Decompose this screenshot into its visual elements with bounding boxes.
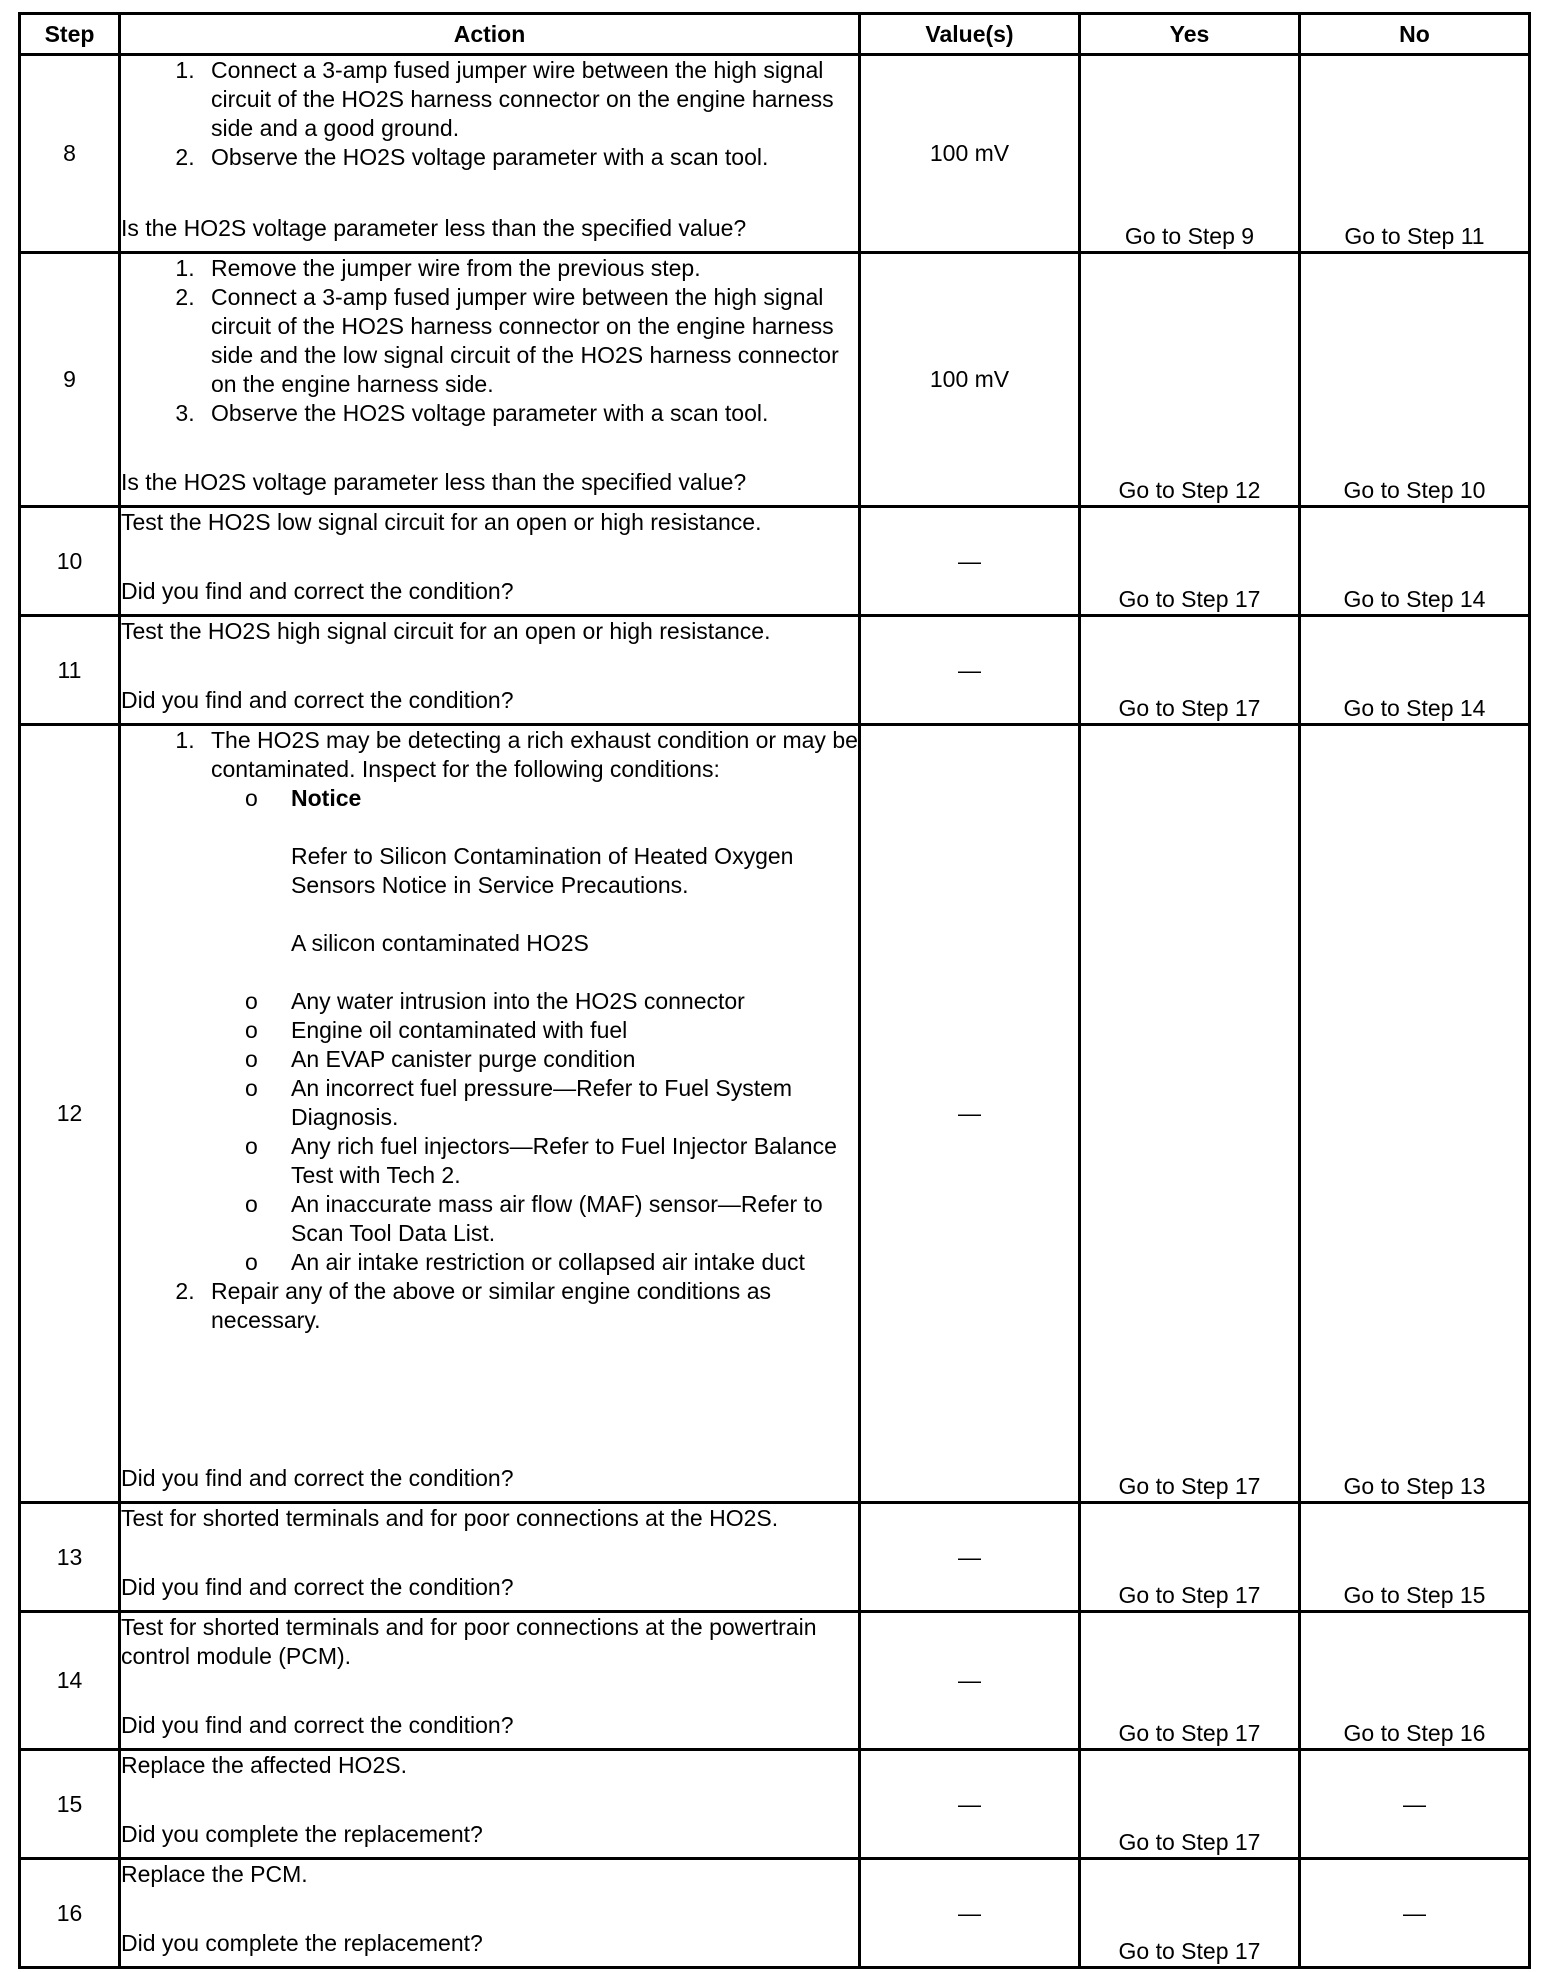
action-question: Is the HO2S voltage parameter less than the specified value? bbox=[121, 469, 747, 495]
action-question: Did you find and correct the condition? bbox=[121, 1574, 514, 1600]
step-number: 10 bbox=[20, 507, 120, 616]
action-cell bbox=[120, 1750, 860, 1859]
action-question: Is the HO2S voltage parameter less than the specified value? bbox=[121, 215, 747, 241]
no-cell: Go to Step 14 bbox=[1300, 507, 1530, 616]
action-text: Test for shorted terminals and for poor connections at the HO2S. bbox=[121, 1505, 779, 1531]
step-number: 11 bbox=[20, 616, 120, 725]
action-cell bbox=[120, 1859, 860, 1968]
notice-text: Refer to Silicon Contamination of Heated Oxygen Sensors Notice in Service Precautions. bbox=[291, 843, 794, 898]
action-step: 2. Connect a 3-amp fused jumper wire between the high signal circuit of the HO2S harness connector on the engine harness side and the low signal circuit of the HO2S harness connector on the engine harness side. bbox=[201, 283, 858, 399]
value-cell: — bbox=[860, 1750, 1080, 1859]
no-cell: Go to Step 15 bbox=[1300, 1503, 1530, 1612]
step-number: 16 bbox=[20, 1859, 120, 1968]
value-cell: — bbox=[860, 1503, 1080, 1612]
condition-item: o Any water intrusion into the HO2S connector bbox=[291, 987, 858, 1016]
action-cell bbox=[120, 55, 860, 253]
action-text: Replace the affected HO2S. bbox=[121, 1752, 407, 1778]
condition-item: o Any rich fuel injectors—Refer to Fuel Injector Balance Test with Tech 2. bbox=[291, 1132, 858, 1190]
no-cell: Go to Step 16 bbox=[1300, 1612, 1530, 1750]
action-text: Test for shorted terminals and for poor connections at the powertrain control module (PCM). bbox=[121, 1614, 817, 1669]
action-question: Did you find and correct the condition? bbox=[121, 1465, 514, 1491]
step-number: 15 bbox=[20, 1750, 120, 1859]
value-cell: — bbox=[860, 1859, 1080, 1968]
condition-item: o An inaccurate mass air flow (MAF) sensor—Refer to Scan Tool Data List. bbox=[291, 1190, 858, 1248]
header-no: No bbox=[1300, 14, 1530, 55]
no-cell: — bbox=[1300, 1750, 1530, 1859]
step-number: 8 bbox=[20, 55, 120, 253]
yes-cell: Go to Step 17 bbox=[1080, 1750, 1300, 1859]
no-cell: Go to Step 10 bbox=[1300, 253, 1530, 507]
value-cell: — bbox=[860, 616, 1080, 725]
action-text: Test the HO2S low signal circuit for an open or high resistance. bbox=[121, 509, 762, 535]
action-question: Did you complete the replacement? bbox=[121, 1930, 483, 1956]
yes-cell: Go to Step 17 bbox=[1080, 616, 1300, 725]
action-question: Did you find and correct the condition? bbox=[121, 687, 514, 713]
action-steps bbox=[121, 254, 858, 428]
table-row bbox=[20, 1503, 1530, 1612]
header-yes: Yes bbox=[1080, 14, 1300, 55]
table-row bbox=[20, 1750, 1530, 1859]
header-step: Step bbox=[20, 14, 120, 55]
table-row bbox=[20, 725, 1530, 1503]
value-cell: 100 mV bbox=[860, 253, 1080, 507]
action-cell bbox=[120, 1503, 860, 1612]
yes-cell: Go to Step 17 bbox=[1080, 1503, 1300, 1612]
action-question: Did you find and correct the condition? bbox=[121, 1712, 514, 1738]
notice-item bbox=[291, 784, 858, 958]
table-row bbox=[20, 1859, 1530, 1968]
condition-item: o Engine oil contaminated with fuel bbox=[291, 1016, 858, 1045]
action-cell bbox=[120, 1612, 860, 1750]
action-text: Test the HO2S high signal circuit for an open or high resistance. bbox=[121, 618, 771, 644]
value-cell: — bbox=[860, 725, 1080, 1503]
table-row bbox=[20, 253, 1530, 507]
action-text: Replace the PCM. bbox=[121, 1861, 308, 1887]
action-cell bbox=[120, 507, 860, 616]
value-cell: — bbox=[860, 1612, 1080, 1750]
step-number: 12 bbox=[20, 725, 120, 1503]
no-cell: Go to Step 13 bbox=[1300, 725, 1530, 1503]
action-steps bbox=[121, 56, 858, 172]
action-step: 1. Connect a 3-amp fused jumper wire between the high signal circuit of the HO2S harness connector on the engine harness side and a good ground. bbox=[201, 56, 858, 143]
action-question: Did you complete the replacement? bbox=[121, 1821, 483, 1847]
no-cell: — bbox=[1300, 1859, 1530, 1968]
table-row bbox=[20, 55, 1530, 253]
value-cell: 100 mV bbox=[860, 55, 1080, 253]
condition-item: o An incorrect fuel pressure—Refer to Fuel System Diagnosis. bbox=[291, 1074, 858, 1132]
yes-cell: Go to Step 17 bbox=[1080, 1859, 1300, 1968]
no-cell: Go to Step 11 bbox=[1300, 55, 1530, 253]
action-cell bbox=[120, 616, 860, 725]
action-step: 2. Repair any of the above or similar engine conditions as necessary. bbox=[201, 1277, 858, 1335]
notice-title: o Notice bbox=[291, 785, 362, 811]
action-step: 1. Remove the jumper wire from the previous step. bbox=[201, 254, 858, 283]
action-question: Did you find and correct the condition? bbox=[121, 578, 514, 604]
diagnostic-table bbox=[18, 12, 1531, 1969]
yes-cell: Go to Step 9 bbox=[1080, 55, 1300, 253]
condition-item: o An air intake restriction or collapsed air intake duct bbox=[291, 1248, 858, 1277]
condition-item: o An EVAP canister purge condition bbox=[291, 1045, 858, 1074]
action-step bbox=[201, 726, 858, 1277]
step-number: 14 bbox=[20, 1612, 120, 1750]
header-action: Action bbox=[120, 14, 860, 55]
value-cell: — bbox=[860, 507, 1080, 616]
action-steps bbox=[121, 726, 858, 1335]
action-step: 3. Observe the HO2S voltage parameter with a scan tool. bbox=[201, 399, 858, 428]
notice-extra: A silicon contaminated HO2S bbox=[291, 930, 589, 956]
action-cell bbox=[120, 253, 860, 507]
no-cell: Go to Step 14 bbox=[1300, 616, 1530, 725]
yes-cell: Go to Step 17 bbox=[1080, 1612, 1300, 1750]
table-row bbox=[20, 507, 1530, 616]
header-values: Value(s) bbox=[860, 14, 1080, 55]
table-row bbox=[20, 616, 1530, 725]
yes-cell: Go to Step 17 bbox=[1080, 507, 1300, 616]
yes-cell: Go to Step 17 bbox=[1080, 725, 1300, 1503]
condition-list bbox=[211, 784, 858, 1277]
step-number: 13 bbox=[20, 1503, 120, 1612]
yes-cell: Go to Step 12 bbox=[1080, 253, 1300, 507]
action-cell bbox=[120, 725, 860, 1503]
action-step-text: The HO2S may be detecting a rich exhaust condition or may be contaminated. Inspect for the following conditions: bbox=[211, 727, 858, 782]
table-header-row bbox=[20, 14, 1530, 55]
action-step: 2. Observe the HO2S voltage parameter with a scan tool. bbox=[201, 143, 858, 172]
step-number: 9 bbox=[20, 253, 120, 507]
table-row bbox=[20, 1612, 1530, 1750]
